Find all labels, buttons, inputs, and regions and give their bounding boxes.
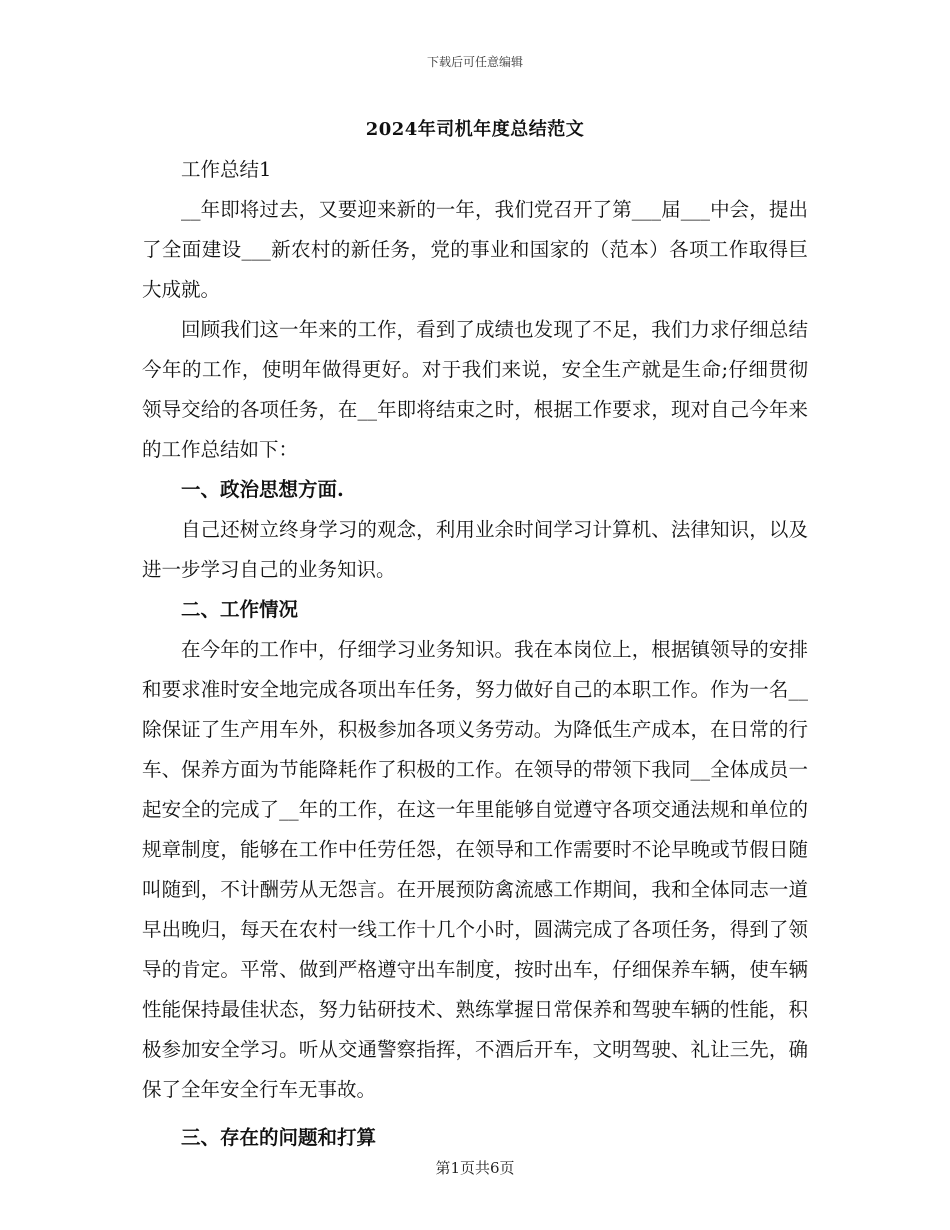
heading-political-thought: 一、政治思想方面. xyxy=(181,478,344,501)
paragraph-review: 回顾我们这一年来的工作，看到了成绩也发现了不足，我们力求仔细总结今年的工作，使明年做得更好。对于我们来说，安全生产就是生命;仔细贯彻领导交给的各项任务，在__年即将结束之时，根据工作要求，现对自己今年来的工作总结如下： xyxy=(142,318,808,461)
heading-work-situation: 二、工作情况 xyxy=(181,598,299,621)
heading-problems-plans: 三、存在的问题和打算 xyxy=(181,1126,377,1149)
paragraph-intro: __年即将过去，又要迎来新的一年，我们党召开了第___届___中会，提出了全面建设___新农村的新任务，党的事业和国家的（范本）各项工作取得巨大成就。 xyxy=(142,198,808,301)
paragraph-work-situation: 在今年的工作中，仔细学习业务知识。我在本岗位上，根据镇领导的安排和要求准时安全地完成各项出车任务，努力做好自己的本职工作。作为一名__除保证了生产用车外，积极参加各项义务劳动。为降低生产成本，在日常的行车、保养方面为节能降耗作了积极的工作。在领导的带领下我同__全体成员一起安全的完成了__年的工作，在这一年里能够自觉遵守各项交通法规和单位的规章制度，能够在工作中任劳任怨，在领导和工作需要时不论早晚或节假日随叫随到，不计酬劳从无怨言。在开展预防禽流感工作期间，我和全体同志一道早出晚归，每天在农村一线工作十几个小时，圆满完成了各项任务，得到了领导的肯定。平常、做到严格遵守出车制度，按时出车，仔细保养车辆，使车辆性能保持最佳状态，努力钻研技术、熟练掌握日常保养和驾驶车辆的性能，积极参加安全学习。听从交通警察指挥，不酒后开车，文明驾驶、礼让三先，确保了全年安全行车无事故。 xyxy=(142,638,808,1101)
document-title: 2024年司机年度总结范文 xyxy=(365,119,585,140)
page-footer: 第1页共6页 xyxy=(435,1159,515,1177)
paragraph-political-thought: 自己还树立终身学习的观念，利用业余时间学习计算机、法律知识，以及进一步学习自己的业务知识。 xyxy=(142,518,808,581)
document-body xyxy=(142,150,808,1158)
header-note: 下载后可任意编辑 xyxy=(426,55,523,69)
section-label: 工作总结1 xyxy=(181,158,272,181)
